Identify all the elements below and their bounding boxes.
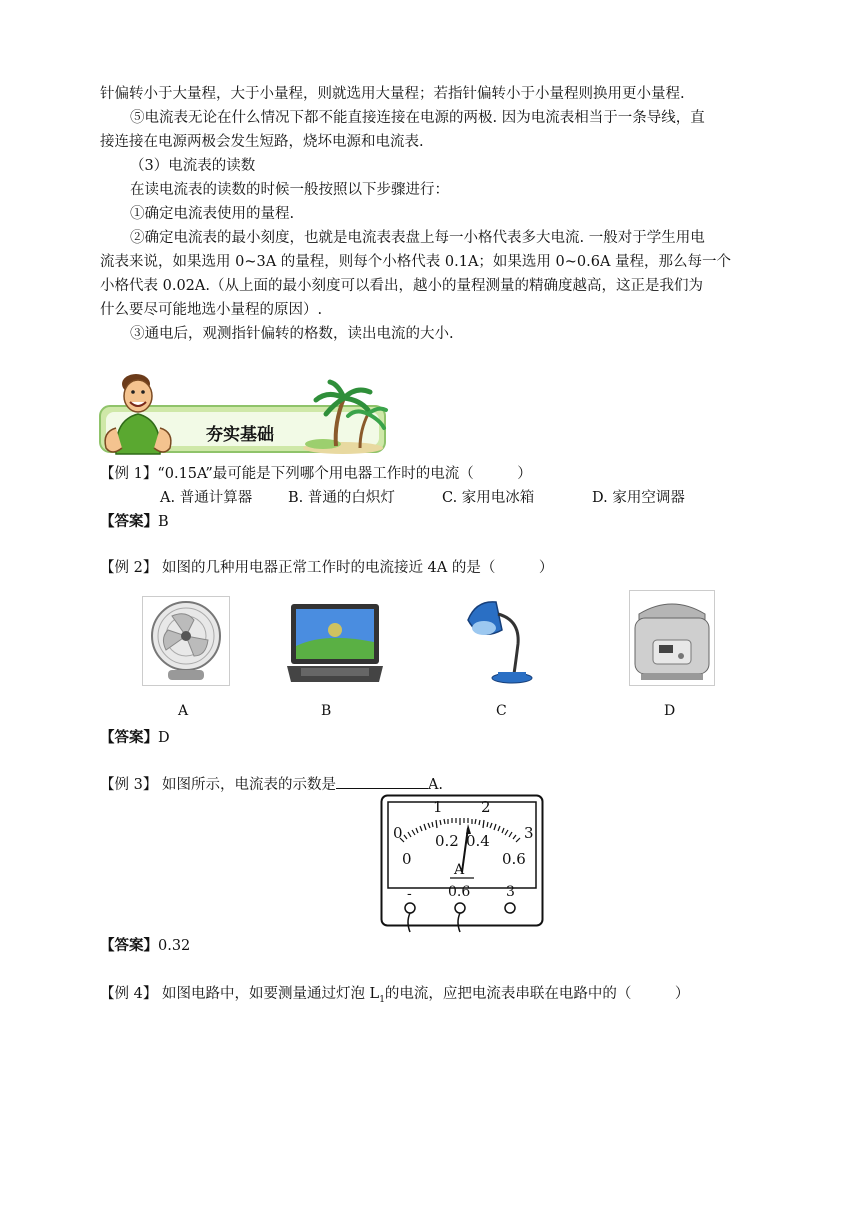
text-line: 流表来说，如果选用 0~3A 的量程，则每个小格代表 0.1A；如果选用 0~0.6A 量程，那么每一个 (100, 254, 732, 270)
answer-value: B (158, 514, 169, 530)
example-2-question: 【例 2】 如图的几种用电器正常工作时的电流接近 4A 的是（ ） (100, 560, 554, 576)
example-1-option-a: A. 普通计算器 (160, 490, 253, 506)
unit-symbol: A (454, 862, 465, 878)
question-unit: A. (427, 777, 444, 793)
text-line: ②确定电流表的最小刻度，也就是电流表表盘上每一小格代表多大电流. 一般对于学生用电 (130, 230, 705, 246)
top-tick-label: 2 (481, 798, 491, 816)
example-1-option-c: C. 家用电冰箱 (442, 490, 535, 506)
subscript: 1 (379, 994, 385, 1005)
text-line: 什么要尽可能地选小量程的原因）. (100, 302, 323, 318)
desk-lamp-image (462, 590, 536, 686)
banner-title: 夯实基础 (206, 425, 274, 445)
option-label: D (664, 703, 676, 719)
option-label: C (496, 703, 507, 719)
text-line: 针偏转小于大量程，大于小量程，则就选用大量程；若指针偏转小于小量程则换用更小量程. (100, 86, 685, 102)
bottom-tick-label: 0.2 (435, 832, 459, 850)
option-label: A (178, 703, 189, 719)
answer-value: D (158, 730, 170, 746)
top-tick-label: 1 (433, 798, 443, 816)
answer-blank[interactable] (336, 772, 428, 789)
answer-tag: 【答案】 (100, 937, 158, 954)
top-tick-label: 0 (393, 824, 403, 842)
text-line: 在读电流表的读数的时候一般按照以下步骤进行： (130, 182, 449, 198)
bottom-tick-label: 0.6 (502, 850, 526, 868)
rice-cooker-image (629, 590, 715, 686)
text-line: 接连接在电源两极会发生短路，烧坏电源和电流表. (100, 134, 424, 150)
example-1-question: 【例 1】“0.15A”最可能是下列哪个用电器工作时的电流（ ） (100, 466, 532, 482)
terminal-label: 3 (506, 884, 515, 900)
answer-value: 0.32 (158, 938, 191, 954)
option-label: B (321, 703, 332, 719)
laptop-image (285, 602, 385, 686)
question-text: 的电流，应把电流表串联在电路中的（ ） (384, 986, 690, 1002)
ammeter-figure (380, 794, 544, 934)
top-tick-label: 3 (524, 824, 534, 842)
text-line: ①确定电流表使用的量程. (130, 206, 295, 222)
answer-tag: 【答案】 (100, 513, 158, 530)
section-banner (98, 368, 390, 458)
text-line: ③通电后，观测指针偏转的格数，读出电流的大小. (130, 326, 454, 342)
terminal-label: - (407, 886, 412, 902)
terminal-label: 0.6 (448, 884, 471, 900)
example-3-answer (100, 934, 190, 958)
text-line: 小格代表 0.02A.（从上面的最小刻度可以看出，越小的量程测量的精确度越高，这正是我们为 (100, 278, 703, 294)
bottom-tick-label: 0.4 (466, 832, 490, 850)
example-2-answer (100, 726, 170, 750)
answer-tag: 【答案】 (100, 729, 158, 746)
example-1-answer (100, 510, 169, 534)
example-1-option-d: D. 家用空调器 (592, 490, 685, 506)
question-text: 【例 3】 如图所示，电流表的示数是 (100, 777, 336, 793)
bottom-tick-label: 0 (402, 850, 412, 868)
question-text: 【例 4】 如图电路中，如要测量通过灯泡 L (100, 986, 380, 1002)
fan-image (142, 596, 230, 686)
text-line: ⑤电流表无论在什么情况下都不能直接连接在电源的两极. 因为电流表相当于一条导线，直 (130, 110, 705, 126)
section-heading: （3）电流表的读数 (130, 158, 256, 174)
example-1-option-b: B. 普通的白炽灯 (288, 490, 395, 506)
example-4-question (100, 982, 689, 1012)
